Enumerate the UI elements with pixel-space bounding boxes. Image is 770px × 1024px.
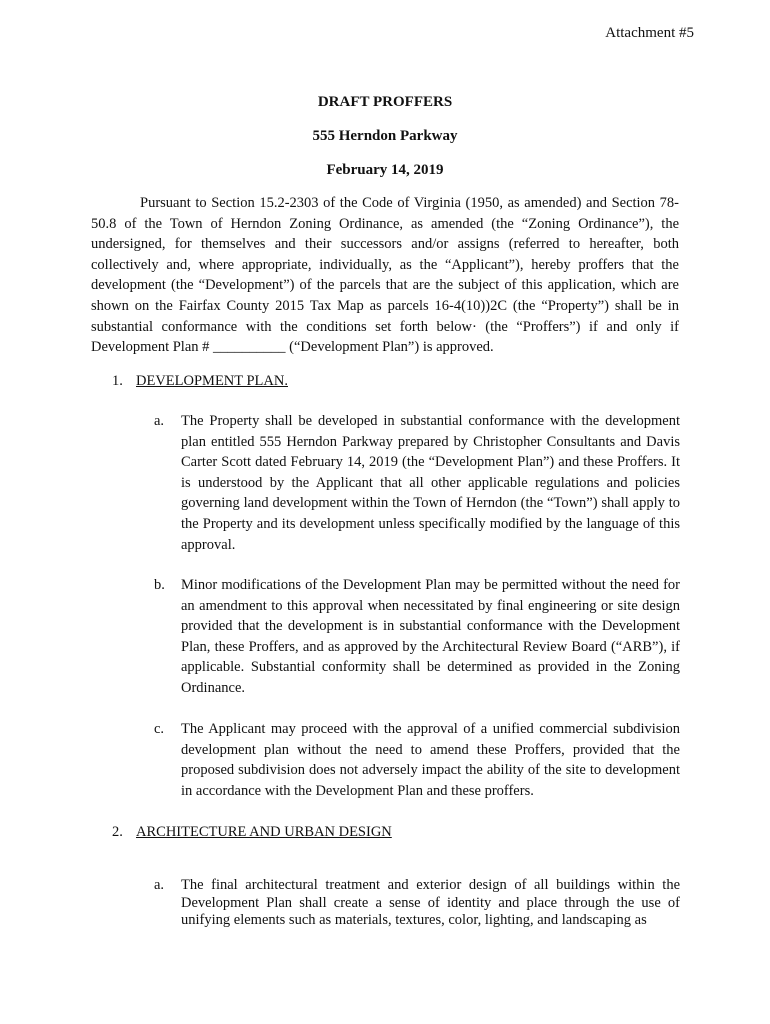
item-letter: c.	[154, 721, 165, 737]
item-text: The final architectural treatment and exterior design of all buildings within the Development Plan shall create a sense of identity and place through the use of unifying elements such as materials, textures, color, lighting, and landscaping as	[181, 877, 680, 929]
section-title: DEVELOPMENT PLAN.	[136, 373, 288, 389]
document-title: DRAFT PROFFERS	[317, 94, 453, 110]
document-subtitle: 555 Herndon Parkway	[312, 128, 458, 144]
proffer-item-1b	[154, 575, 680, 699]
section-title: ARCHITECTURE AND URBAN DESIGN	[136, 824, 392, 840]
item-letter: a.	[154, 413, 165, 429]
section-number: 1.	[112, 373, 123, 389]
document-date: February 14, 2019	[326, 162, 444, 178]
proffer-item-2a	[154, 877, 680, 930]
section-heading-2	[112, 822, 392, 842]
proffer-item-1c	[154, 719, 680, 801]
proffer-item-1a	[154, 411, 680, 555]
section-heading-1	[112, 371, 288, 391]
item-text: The Property shall be developed in substantial conformance with the development plan entitled 555 Herndon Parkway prepared by Christopher Consultants and Davis Carter Scott dated February 14, 2019 (the “Development Plan”) and these Proffers. It is understood by the Applicant that all other applicable regulations and policies governing land development within the Town of Herndon (the “Town”) shall apply to the Property and its development unless specifically modified by the language of this approval.	[181, 413, 680, 553]
intro-paragraph: Pursuant to Section 15.2-2303 of the Code of Virginia (1950, as amended) and Section 78-50.8 of the Town of Herndon Zoning Ordinance, as amended (the “Zoning Ordinance”), the undersigned, for themselves and their successors and/or assigns (referred to hereafter, both collectively and, where appropriate, individually, as the “Applicant”), hereby proffers that the development (the “Development”) of the parcels that are the subject of this application, which are shown on the Fairfax County 2015 Tax Map as parcels 16-4(10))2C (the “Property”) shall be in substantial conformance with the conditions set forth below· (the “Proffers”) if and only if Development Plan # __________ (“Development Plan”) is approved.	[91, 195, 679, 356]
item-letter: b.	[154, 577, 165, 593]
section-number: 2.	[112, 824, 123, 840]
item-letter: a.	[154, 877, 165, 893]
item-text: The Applicant may proceed with the approval of a unified commercial subdivision development plan without the need to amend these Proffers, provided that the proposed subdivision does not adversely impact the ability of the site to development in accordance with the Development Plan and these proffers.	[181, 721, 680, 799]
attachment-label: Attachment #5	[605, 25, 694, 41]
item-text: Minor modifications of the Development Plan may be permitted without the need for an amendment to this approval when necessitated by final engineering or site design provided that the development is in substantial conformance with the Development Plan, these Proffers, and as approved by the Architectural Review Board (“ARB”), if applicable. Substantial conformity shall be determined as provided in the Zoning Ordinance.	[181, 577, 680, 696]
